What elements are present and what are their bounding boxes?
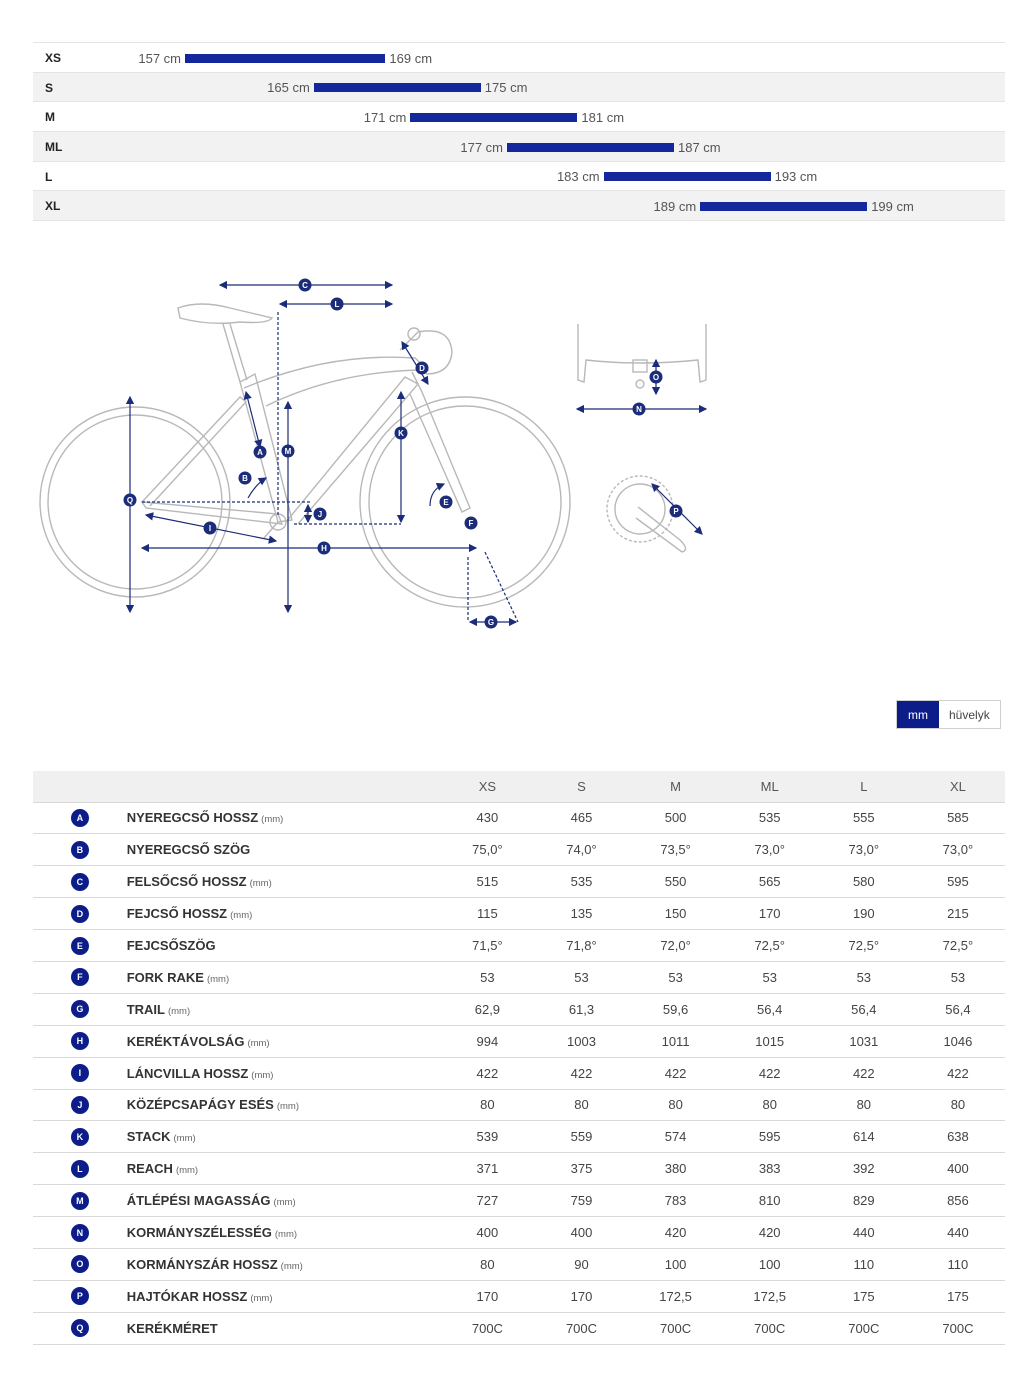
measure-badge: O [71,1255,89,1273]
measure-name-cell [127,1312,441,1344]
table-cell: 80 [440,1089,534,1121]
table-cell: 56,4 [911,993,1005,1025]
table-cell: 580 [817,866,911,898]
table-cell: 500 [629,802,723,834]
table-cell: 75,0° [440,834,534,866]
diagram-badge-o [650,371,663,384]
measure-unit: (mm) [274,1229,298,1241]
measure-badge: B [71,841,89,859]
table-cell: 53 [817,961,911,993]
measure-name: KORMÁNYSZÉLESSÉG [126,1225,272,1241]
table-cell: 71,8° [534,930,628,962]
diagram-badge-label: B [242,474,248,483]
table-cell: 392 [817,1153,911,1185]
diagram-badge-label: E [443,498,449,507]
table-cell: 400 [440,1217,534,1249]
unit-toggle [896,700,1001,729]
table-cell: 539 [440,1121,534,1153]
measure-name-cell [127,1280,441,1312]
badge-cell [33,1185,127,1217]
measure-name-cell [127,1025,441,1057]
diagram-badge-n [633,403,646,416]
table-row [33,961,1005,993]
table-cell: 856 [911,1185,1005,1217]
table-cell: 465 [534,802,628,834]
unit-inch-button[interactable]: hüvelyk [939,701,1000,728]
table-cell: 700C [911,1312,1005,1344]
measure-badge: D [71,905,89,923]
table-row [33,1121,1005,1153]
range-bar [410,113,577,122]
table-cell: 172,5 [723,1280,817,1312]
size-column-header: XS [440,771,534,802]
table-cell: 110 [911,1248,1005,1280]
badge-cell [33,1121,127,1153]
diagram-badge-label: M [284,447,292,456]
table-cell: 1031 [817,1025,911,1057]
table-cell: 73,0° [723,834,817,866]
table-cell: 1011 [629,1025,723,1057]
measure-name: LÁNCVILLA HOSSZ [126,1065,249,1081]
table-cell: 1003 [534,1025,628,1057]
diagram-badge-label: H [321,544,327,553]
table-row [33,898,1005,930]
table-cell: 1046 [911,1025,1005,1057]
measure-name: FELSŐCSŐ HOSSZ [126,874,247,890]
badge-cell [33,1025,127,1057]
diagram-badge-q [124,494,137,507]
table-row [33,1312,1005,1344]
diagram-badge-label: L [334,300,340,309]
measure-unit: (mm) [173,1133,196,1145]
measure-name-cell [127,1248,441,1280]
range-bar [314,83,481,92]
table-cell: 422 [534,1057,628,1089]
diagram-badge-b [239,472,252,485]
diagram-badge-m [282,445,295,458]
table-cell: 535 [534,866,628,898]
header-empty-badge [33,771,127,802]
table-cell: 115 [440,898,534,930]
table-cell: 80 [629,1089,723,1121]
bike-geometry-diagram [30,262,730,642]
badge-cell [33,930,127,962]
range-min-label: 183 cm [556,169,600,185]
table-cell: 638 [911,1121,1005,1153]
measure-name: REACH [126,1161,173,1177]
size-label: L [45,169,53,184]
table-cell: 135 [534,898,628,930]
diagram-badge-label: O [652,373,660,382]
range-bar [185,54,385,63]
measure-name-cell [127,1121,441,1153]
table-cell: 700C [723,1312,817,1344]
measure-name: FORK RAKE [126,969,204,985]
size-column-header: S [534,771,628,802]
diagram-badge-label: A [257,448,263,457]
table-body [33,802,1005,1344]
range-max-label: 193 cm [774,169,818,185]
table-row [33,1280,1005,1312]
table-cell: 574 [629,1121,723,1153]
measure-unit: (mm) [249,878,272,890]
measure-badge: J [71,1096,89,1114]
table-cell: 420 [723,1217,817,1249]
range-bar [604,172,771,181]
badge-cell [33,834,127,866]
measure-name-cell [127,898,441,930]
table-cell: 810 [723,1185,817,1217]
badge-cell [33,993,127,1025]
size-row [33,102,1005,132]
measure-badge: H [71,1032,89,1050]
table-cell: 380 [629,1153,723,1185]
table-cell: 150 [629,898,723,930]
size-label: M [45,110,55,125]
table-cell: 53 [723,961,817,993]
measure-badge: A [71,809,89,827]
measure-unit: (mm) [206,973,230,985]
table-cell: 565 [723,866,817,898]
table-cell: 59,6 [629,993,723,1025]
table-cell: 422 [629,1057,723,1089]
range-bar [507,143,674,152]
diagram-badge-g [485,616,498,629]
range-max-label: 199 cm [871,198,914,214]
size-column-header: M [629,771,723,802]
table-cell: 53 [440,961,534,993]
table-cell: 700C [440,1312,534,1344]
table-cell: 74,0° [534,834,628,866]
diagram-badge-j [314,508,327,521]
size-column-header: XL [911,771,1005,802]
measure-name-cell [127,1057,441,1089]
table-row [33,993,1005,1025]
diagram-badge-label: K [398,429,404,438]
diagram-badge-label: Q [126,496,134,505]
table-cell: 170 [534,1280,628,1312]
table-cell: 80 [723,1089,817,1121]
measure-name: KERÉKTÁVOLSÁG [126,1033,245,1049]
measure-name-cell [127,834,441,866]
table-cell: 383 [723,1153,817,1185]
measure-name-cell [127,961,441,993]
measure-unit: (mm) [247,1037,270,1049]
table-cell: 400 [911,1153,1005,1185]
badge-cell [33,1217,127,1249]
measure-name: STACK [126,1129,171,1145]
size-column-header: L [817,771,911,802]
diagram-badge-label: F [468,519,474,528]
size-row [33,132,1005,162]
table-cell: 994 [440,1025,534,1057]
diagram-badge-h [318,542,331,555]
badge-cell [33,866,127,898]
table-cell: 595 [911,866,1005,898]
measure-name-cell [127,1217,441,1249]
table-cell: 422 [911,1057,1005,1089]
table-cell: 422 [723,1057,817,1089]
diagram-badge-label: D [419,364,425,373]
badge-cell [33,1153,127,1185]
measure-unit: (mm) [230,910,253,922]
diagram-badge-label: P [673,507,679,516]
table-cell: 80 [440,1248,534,1280]
diagram-badge-label: G [487,618,495,627]
measure-badge: Q [71,1319,89,1337]
size-range-chart [33,42,1005,221]
measure-unit: (mm) [273,1197,296,1209]
measure-badge: C [71,873,89,891]
table-cell: 555 [817,802,911,834]
table-cell: 440 [911,1217,1005,1249]
diagram-badge-c [299,279,312,292]
measure-name: FEJCSŐSZÖG [126,938,216,953]
badge-cell [33,1089,127,1121]
table-row [33,1057,1005,1089]
table-cell: 190 [817,898,911,930]
measure-badge: I [71,1064,89,1082]
table-cell: 73,0° [911,834,1005,866]
height-range [138,50,432,66]
table-cell: 515 [440,866,534,898]
measure-badge: K [71,1128,89,1146]
badge-cell [33,1248,127,1280]
diagram-badge-label: C [302,281,308,290]
measure-name-cell [127,802,441,834]
range-min-label: 157 cm [138,50,181,66]
table-row [33,866,1005,898]
table-cell: 100 [629,1248,723,1280]
range-max-label: 187 cm [678,139,721,155]
measure-name: KERÉKMÉRET [126,1320,218,1336]
size-row [33,43,1005,73]
table-cell: 422 [817,1057,911,1089]
table-cell: 53 [911,961,1005,993]
table-cell: 215 [911,898,1005,930]
measure-unit: (mm) [280,1260,303,1272]
table-cell: 73,0° [817,834,911,866]
table-cell: 62,9 [440,993,534,1025]
range-min-label: 177 cm [460,139,503,155]
table-row [33,802,1005,834]
measure-unit: (mm) [276,1101,299,1113]
measure-badge: M [71,1192,89,1210]
height-range [557,169,817,185]
table-cell: 375 [534,1153,628,1185]
table-cell: 440 [817,1217,911,1249]
measure-name: KÖZÉPCSAPÁGY ESÉS [126,1097,274,1113]
table-cell: 172,5 [629,1280,723,1312]
measure-unit: (mm) [175,1165,199,1177]
measure-name: FEJCSŐ HOSSZ [126,906,228,922]
table-cell: 783 [629,1185,723,1217]
measure-name: NYEREGCSŐ HOSSZ [126,810,259,826]
measure-name-cell [127,1089,441,1121]
table-cell: 80 [817,1089,911,1121]
table-cell: 430 [440,802,534,834]
table-cell: 80 [534,1089,628,1121]
measure-name: ÁTLÉPÉSI MAGASSÁG [126,1193,271,1209]
table-cell: 400 [534,1217,628,1249]
table-cell: 559 [534,1121,628,1153]
size-label: ML [45,140,63,155]
table-cell: 56,4 [817,993,911,1025]
range-min-label: 189 cm [653,198,697,214]
table-row [33,1185,1005,1217]
table-row [33,1248,1005,1280]
table-row [33,1025,1005,1057]
measure-name: TRAIL [126,1001,165,1017]
table-cell: 170 [723,898,817,930]
size-label: XL [45,199,61,214]
measure-unit: (mm) [250,1292,273,1304]
measure-unit: (mm) [167,1005,191,1017]
range-min-label: 171 cm [363,109,407,125]
measure-name: NYEREGCSŐ SZÖG [126,842,251,858]
size-label: XS [45,51,62,65]
table-cell: 72,0° [629,930,723,962]
table-cell: 110 [817,1248,911,1280]
range-min-label: 165 cm [267,80,310,96]
diagram-badge-e [440,496,453,509]
table-row [33,834,1005,866]
table-cell: 71,5° [440,930,534,962]
diagram-badge-k [395,427,408,440]
table-cell: 614 [817,1121,911,1153]
range-max-label: 169 cm [389,50,433,66]
table-cell: 829 [817,1185,911,1217]
table-row [33,1153,1005,1185]
table-cell: 56,4 [723,993,817,1025]
range-max-label: 175 cm [484,80,528,96]
table-row [33,1217,1005,1249]
table-cell: 73,5° [629,834,723,866]
range-max-label: 181 cm [581,109,625,125]
bike-outline [40,304,706,607]
table-cell: 72,5° [723,930,817,962]
range-bar [700,202,867,211]
unit-mm-button[interactable]: mm [897,701,939,728]
table-cell: 100 [723,1248,817,1280]
measure-badge: P [71,1287,89,1305]
measure-name: KORMÁNYSZÁR HOSSZ [126,1256,278,1272]
measure-name-cell [127,993,441,1025]
table-cell: 175 [817,1280,911,1312]
diagram-badge-i [204,522,217,535]
height-range [654,198,914,214]
measure-unit: (mm) [251,1069,274,1081]
size-column-header: ML [723,771,817,802]
diagram-badge-f [465,517,478,530]
measure-name-cell [127,930,441,962]
badge-cell [33,898,127,930]
table-cell: 80 [911,1089,1005,1121]
diagram-badge-l [331,298,344,311]
table-cell: 727 [440,1185,534,1217]
badge-cell [33,1312,127,1344]
height-range [267,80,527,96]
size-row [33,162,1005,192]
table-cell: 700C [817,1312,911,1344]
table-cell: 422 [440,1057,534,1089]
measure-name-cell [127,1185,441,1217]
table-row [33,930,1005,962]
measure-badge: G [71,1000,89,1018]
table-cell: 175 [911,1280,1005,1312]
measure-unit: (mm) [261,814,284,826]
table-row [33,1089,1005,1121]
measure-name-cell [127,866,441,898]
table-cell: 170 [440,1280,534,1312]
table-cell: 420 [629,1217,723,1249]
header-empty-name [127,771,441,802]
size-row [33,191,1005,221]
badge-cell [33,961,127,993]
badge-cell [33,1057,127,1089]
table-cell: 72,5° [911,930,1005,962]
diagram-badge-a [254,446,267,459]
diagram-badge-label: I [208,524,212,533]
table-cell: 61,3 [534,993,628,1025]
badge-cell [33,802,127,834]
height-range [364,109,624,125]
table-cell: 90 [534,1248,628,1280]
table-cell: 759 [534,1185,628,1217]
table-cell: 53 [629,961,723,993]
measure-name: HAJTÓKAR HOSSZ [126,1288,248,1304]
table-cell: 595 [723,1121,817,1153]
table-cell: 550 [629,866,723,898]
table-cell: 700C [629,1312,723,1344]
diagram-badge-p [670,505,683,518]
table-cell: 700C [534,1312,628,1344]
measure-badge: E [71,937,89,955]
geometry-table [33,771,1005,1345]
badge-cell [33,1280,127,1312]
measure-name-cell [127,1153,441,1185]
table-cell: 535 [723,802,817,834]
table-header-row [33,771,1005,802]
table-cell: 72,5° [817,930,911,962]
measure-badge: L [71,1160,89,1178]
measure-badge: N [71,1224,89,1242]
diagram-badge-d [416,362,429,375]
table-cell: 585 [911,802,1005,834]
size-row [33,73,1005,103]
table-cell: 1015 [723,1025,817,1057]
measure-badge: F [71,968,89,986]
height-range [460,139,720,155]
table-cell: 53 [534,961,628,993]
table-cell: 371 [440,1153,534,1185]
size-label: S [45,80,54,95]
diagram-badge-label: N [636,405,642,414]
diagram-badge-label: J [317,510,323,519]
